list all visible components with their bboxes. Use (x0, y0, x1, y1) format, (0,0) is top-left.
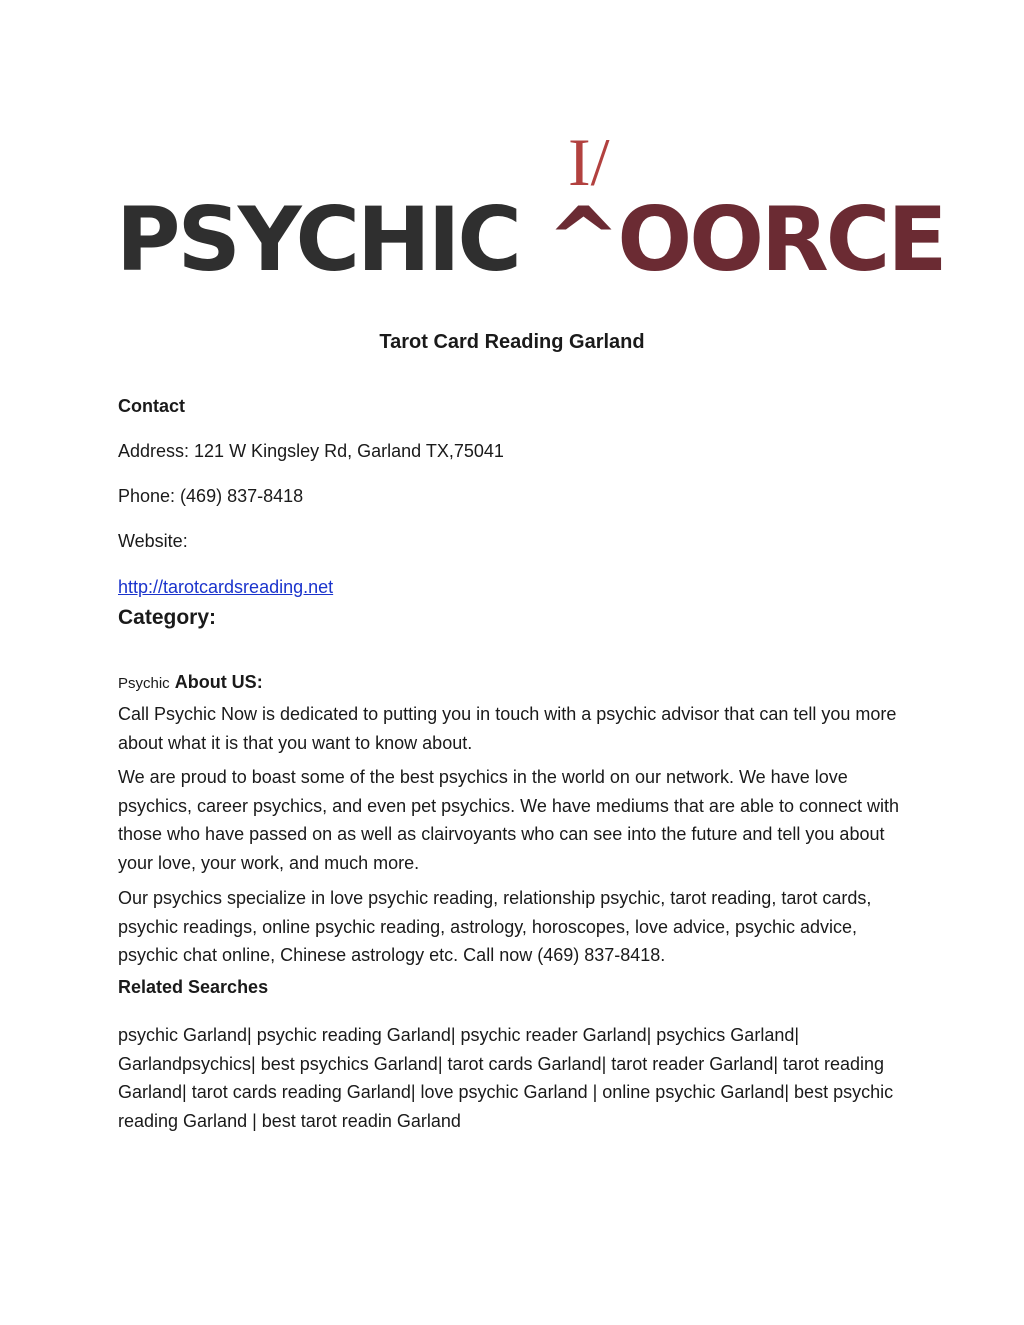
about-paragraph-3 (118, 884, 908, 970)
category-about-row (118, 668, 908, 698)
contact-heading: Contact (118, 396, 185, 416)
website-link[interactable]: http://tarotcardsreading.net (118, 577, 334, 597)
related-searches-list (118, 1021, 908, 1135)
category-value: Psychic (118, 675, 170, 692)
about-text-2: We are proud to boast some of the best psychics in the world on our network. We have love psychics, career psychics, and even pet psychics. We have mediums that are able to connect with those who have passed on as well as clairvoyants who can see into the future and tell you about your love, your work, and much more. (118, 767, 900, 873)
about-text-1: Call Psychic Now is dedicated to putting you in touch with a psychic advisor that can tell you more about what it is that you want to know about. (118, 704, 897, 753)
website-label: Website: (118, 531, 188, 551)
logo-wordmark (116, 190, 944, 290)
category-heading: Category: (118, 606, 217, 629)
page-title: Tarot Card Reading Garland (379, 331, 645, 353)
psychic-source-logo (116, 124, 945, 291)
about-heading: About US: (174, 672, 263, 692)
logo-mark: I/ (568, 124, 610, 200)
logo-word-dark: PSYCHIC (116, 188, 547, 291)
about-paragraph-1 (118, 700, 908, 757)
contact-address: Address: 121 W Kingsley Rd, Garland TX,75041 (118, 441, 504, 461)
about-text-3: Our psychics specialize in love psychic reading, relationship psychic, tarot reading, tarot cards, psychic readings, online psychic reading, astrology, horoscopes, love advice, psychic advice, psychic chat online, Chinese astrology etc. Call now (469) 837-8418. (118, 888, 872, 965)
contact-phone: Phone: (469) 837-8418 (118, 486, 304, 506)
website-link-row (118, 573, 908, 601)
logo-word-red: ^OORCE (546, 188, 945, 291)
related-searches-text: psychic Garland| psychic reading Garland| psychic reader Garland| psychics Garland| Garlandpsychics| best psychics Garland| tarot cards Garland| tarot reader Garland| tarot reading Garland| tarot cards reading Garland| love psychic Garland | online psychic Garland| best psychic reading Garland | best tarot readin Garland (118, 1025, 894, 1131)
about-paragraph-2 (118, 763, 908, 877)
related-searches-heading: Related Searches (118, 977, 269, 997)
